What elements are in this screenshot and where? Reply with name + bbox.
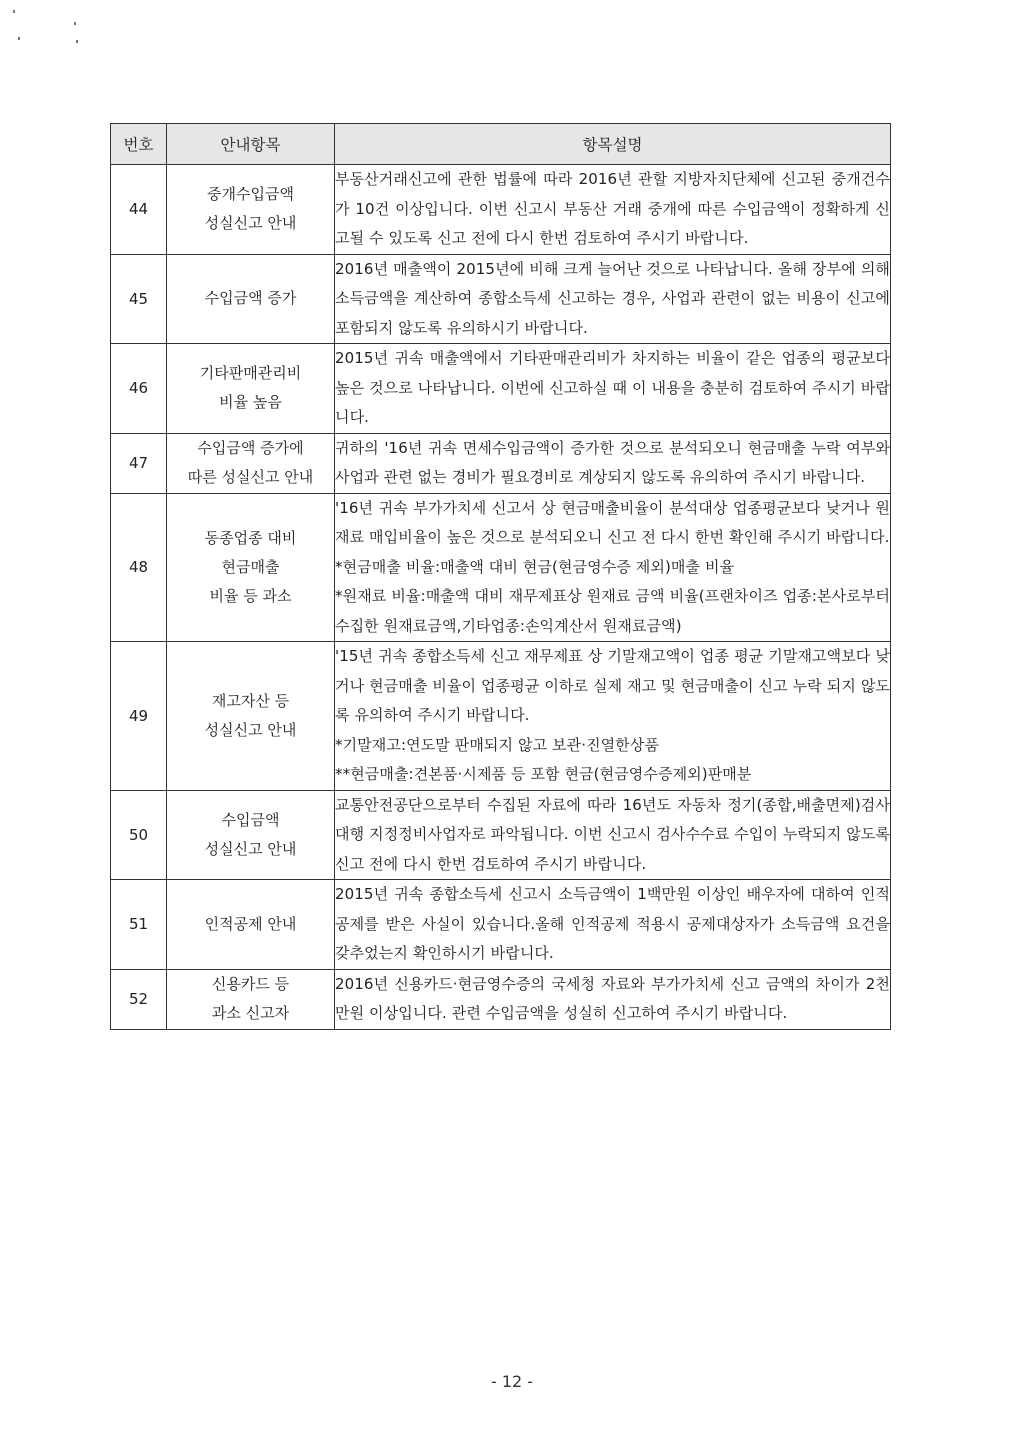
table-row: [111, 254, 891, 344]
item-title-line: 신용카드 등: [211, 975, 290, 993]
row-item-title: [167, 790, 335, 880]
description-paragraph: 2015년 귀속 매출액에서 기타판매관리비가 차지하는 비율이 같은 업종의 평균보다 높은 것으로 나타납니다. 이번에 신고하실 때 이 내용을 충분히 검토하여 주시기 바랍니다.: [335, 349, 890, 426]
item-title-line: 성실신고 안내: [204, 214, 297, 233]
item-title-line: 따른 성실신고 안내: [187, 468, 314, 486]
item-title-line: 성실신고 안내: [204, 720, 297, 739]
table-header: [111, 124, 891, 165]
description-paragraph: 귀하의 '16년 귀속 면세수입금액이 증가한 것으로 분석되오니 현금매출 누락 여부와 사업과 관련 없는 경비가 필요경비로 계상되지 않도록 유의하여 주시기 바랍니다.: [335, 438, 890, 486]
item-title-line: 비율 등 과소: [209, 586, 292, 605]
row-description: [335, 790, 891, 880]
row-item-title: [167, 344, 335, 434]
description-paragraph: **현금매출:견본품·시제품 등 포함 현금(현금영수증제외)판매분: [335, 765, 752, 783]
table-row: [111, 433, 891, 493]
row-item-title: [167, 493, 335, 642]
description-paragraph: *현금매출 비율:매출액 대비 현금(현금영수증 제외)매출 비율: [335, 557, 735, 576]
row-description: [335, 493, 891, 642]
description-paragraph: '16년 귀속 부가가치세 신고서 상 현금매출비율이 분석대상 업종평균보다 낮거나 원재료 매입비율이 높은 것으로 분석되오니 신고 전 다시 한번 확인해 주시기 바랍니다.: [335, 498, 890, 546]
table-row: [111, 493, 891, 642]
row-description: [335, 433, 891, 493]
row-number: 50: [111, 790, 167, 880]
table-row: [111, 165, 891, 255]
description-paragraph: 2015년 귀속 종합소득세 신고시 소득금액이 1백만원 이상인 배우자에 대하여 인적공제를 받은 사실이 있습니다.올해 인적공제 적용시 공제대상자가 소득금액 요건을 갖추었는지 확인하시기 바랍니다.: [335, 885, 890, 962]
row-description: [335, 880, 891, 970]
item-title-line: 수입금액 증가: [204, 289, 297, 308]
item-title-line: 중개수입금액: [207, 185, 294, 204]
table-row: [111, 790, 891, 880]
description-paragraph: *원재료 비율:매출액 대비 재무제표상 원재료 금액 비율(프랜차이즈 업종:본사로부터 수집한 원재료금액,기타업종:손익계산서 원재료금액): [335, 587, 890, 635]
description-paragraph: 2016년 신용카드·현금영수증의 국세청 자료와 부가가치세 신고 금액의 차이가 2천만원 이상입니다. 관련 수입금액을 성실히 신고하여 주시기 바랍니다.: [335, 974, 890, 1022]
row-description: [335, 344, 891, 434]
item-title-line: 기타판매관리비: [199, 364, 302, 383]
description-paragraph: 교통안전공단으로부터 수집된 자료에 따라 16년도 자동차 정기(종합,배출면제)검사 대행 지정정비사업자로 파악됩니다. 이번 신고시 검사수수료 수입이 누락되지 않도록 신고 전에 다시 한번 검토하여 주시기 바랍니다.: [335, 795, 890, 873]
row-item-title: [167, 165, 335, 255]
table-body: [111, 165, 891, 1030]
item-title-line: 재고자산 등: [211, 691, 290, 710]
row-number: 47: [111, 433, 167, 493]
row-number: 44: [111, 165, 167, 255]
row-number: 51: [111, 880, 167, 970]
item-title-line: 성실신고 안내: [204, 839, 297, 858]
guidance-table: [110, 123, 891, 1030]
row-description: [335, 969, 891, 1029]
row-number: 45: [111, 254, 167, 344]
table-row: [111, 880, 891, 970]
row-description: [335, 165, 891, 255]
header-description: 항목설명: [335, 124, 891, 165]
row-item-title: [167, 642, 335, 791]
item-title-line: 수입금액 증가에: [197, 439, 304, 457]
description-paragraph: '15년 귀속 종합소득세 신고 재무제표 상 기말재고액이 업종 평균 기말재고액보다 낮거나 현금매출 비율이 업종평균 이하로 실제 재고 및 현금매출이 신고 누락 되지 않도록 유의하여 주시기 바랍니다.: [335, 647, 890, 724]
row-item-title: [167, 433, 335, 493]
row-item-title: [167, 969, 335, 1029]
item-title-line: 비율 높음: [219, 393, 282, 412]
scan-speck: [18, 37, 20, 40]
row-item-title: [167, 880, 335, 970]
header-item: 안내항목: [167, 124, 335, 165]
item-title-line: 인적공제 안내: [204, 914, 297, 933]
item-title-line: 수입금액: [221, 810, 280, 829]
row-number: 46: [111, 344, 167, 434]
row-description: [335, 254, 891, 344]
header-number: 번호: [111, 124, 167, 165]
scan-speck: [74, 22, 76, 25]
table-row: [111, 969, 891, 1029]
page-number: - 12 -: [490, 1372, 534, 1391]
scan-speck: [76, 40, 78, 43]
row-item-title: [167, 254, 335, 344]
description-paragraph: 부동산거래신고에 관한 법률에 따라 2016년 관할 지방자치단체에 신고된 중개건수가 10건 이상입니다. 이번 신고시 부동산 거래 중개에 따른 수입금액이 정확하게 신고될 수 있도록 신고 전에 다시 한번 검토하여 주시기 바랍니다.: [335, 170, 890, 247]
description-paragraph: *기말재고:연도말 판매되지 않고 보관·진열한상품: [335, 735, 660, 754]
row-number: 48: [111, 493, 167, 642]
row-number: 49: [111, 642, 167, 791]
table-row: [111, 344, 891, 434]
item-title-line: 과소 신고자: [211, 1004, 290, 1022]
description-paragraph: 2016년 매출액이 2015년에 비해 크게 늘어난 것으로 나타납니다. 올해 장부에 의해 소득금액을 계산하여 종합소득세 신고하는 경우, 사업과 관련이 없는 비용이 신고에 포함되지 않도록 유의하시기 바랍니다.: [335, 259, 890, 337]
scan-speck: [13, 10, 15, 13]
item-title-line: 동종업종 대비: [204, 528, 297, 547]
row-number: 52: [111, 969, 167, 1029]
item-title-line: 현금매출: [221, 557, 280, 576]
row-description: [335, 642, 891, 791]
table-row: [111, 642, 891, 791]
